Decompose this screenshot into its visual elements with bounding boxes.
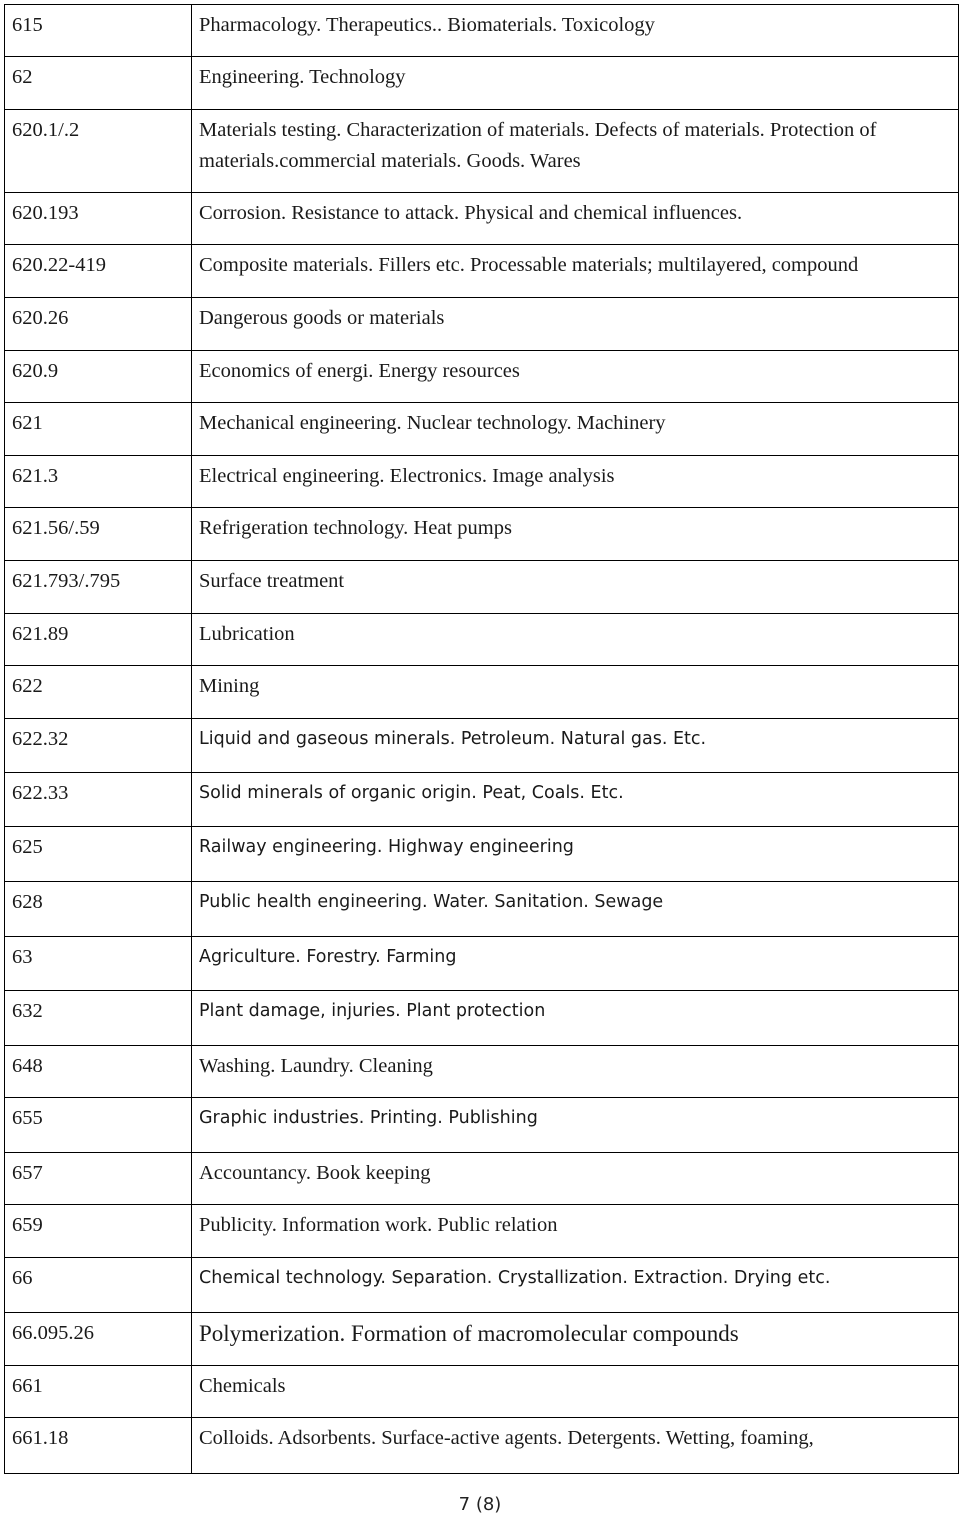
class-description-cell: Railway engineering. Highway engineering [192, 827, 959, 882]
table-row [5, 1418, 959, 1474]
class-code-cell: 648 [5, 1046, 192, 1098]
class-code-cell: 621.56/.59 [5, 508, 192, 561]
class-description-cell: Dangerous goods or materials [192, 298, 959, 351]
class-description-cell: Graphic industries. Printing. Publishing [192, 1098, 959, 1153]
class-description-cell: Mechanical engineering. Nuclear technology. Machinery [192, 403, 959, 456]
class-description-cell: Surface treatment [192, 561, 959, 614]
class-description-cell: Public health engineering. Water. Sanitation. Sewage [192, 882, 959, 937]
table-row [5, 882, 959, 937]
table-row [5, 403, 959, 456]
table-row [5, 666, 959, 719]
table-row [5, 351, 959, 403]
class-description-cell: Composite materials. Fillers etc. Processable materials; multilayered, compound [192, 245, 959, 298]
class-description-cell: Pharmacology. Therapeutics.. Biomaterials. Toxicology [192, 5, 959, 57]
class-code-cell: 621.3 [5, 456, 192, 508]
table-row [5, 508, 959, 561]
class-code-cell: 625 [5, 827, 192, 882]
class-description-cell: Colloids. Adsorbents. Surface-active agents. Detergents. Wetting, foaming, [192, 1418, 959, 1474]
class-description-cell: Engineering. Technology [192, 57, 959, 110]
class-description-cell: Publicity. Information work. Public relation [192, 1205, 959, 1258]
table-row [5, 773, 959, 827]
class-description-cell: Refrigeration technology. Heat pumps [192, 508, 959, 561]
class-code-cell: 661.18 [5, 1418, 192, 1474]
class-code-cell: 621.793/.795 [5, 561, 192, 614]
classification-table-body [5, 5, 959, 1474]
class-description-cell: Washing. Laundry. Cleaning [192, 1046, 959, 1098]
class-code-cell: 622 [5, 666, 192, 719]
class-description-cell: Solid minerals of organic origin. Peat, Coals. Etc. [192, 773, 959, 827]
table-row [5, 614, 959, 666]
table-row [5, 1098, 959, 1153]
table-row [5, 991, 959, 1046]
page-number: 7 (8) [458, 1494, 502, 1515]
table-row [5, 561, 959, 614]
table-row [5, 827, 959, 882]
class-description-cell: Liquid and gaseous minerals. Petroleum. Natural gas. Etc. [192, 719, 959, 773]
class-code-cell: 620.9 [5, 351, 192, 403]
table-row [5, 193, 959, 245]
table-row [5, 245, 959, 298]
class-code-cell: 655 [5, 1098, 192, 1153]
table-row [5, 1366, 959, 1418]
class-code-cell: 615 [5, 5, 192, 57]
class-description-cell: Corrosion. Resistance to attack. Physical and chemical influences. [192, 193, 959, 245]
class-description-cell: Lubrication [192, 614, 959, 666]
class-code-cell: 66 [5, 1258, 192, 1313]
class-code-cell: 661 [5, 1366, 192, 1418]
class-code-cell: 632 [5, 991, 192, 1046]
class-code-cell: 659 [5, 1205, 192, 1258]
class-description-cell: Mining [192, 666, 959, 719]
class-code-cell: 620.193 [5, 193, 192, 245]
table-row [5, 1153, 959, 1205]
table-row [5, 1046, 959, 1098]
table-row [5, 456, 959, 508]
table-row [5, 57, 959, 110]
table-row [5, 937, 959, 991]
class-code-cell: 62 [5, 57, 192, 110]
class-description-cell: Agriculture. Forestry. Farming [192, 937, 959, 991]
classification-table [4, 4, 959, 1474]
table-row [5, 1313, 959, 1366]
table-row [5, 1205, 959, 1258]
class-code-cell: 66.095.26 [5, 1313, 192, 1366]
table-row [5, 1258, 959, 1313]
class-code-cell: 621.89 [5, 614, 192, 666]
class-description-cell: Electrical engineering. Electronics. Image analysis [192, 456, 959, 508]
class-code-cell: 657 [5, 1153, 192, 1205]
class-description-cell: Chemical technology. Separation. Crystallization. Extraction. Drying etc. [192, 1258, 959, 1313]
table-row [5, 110, 959, 193]
class-description-cell: Economics of energi. Energy resources [192, 351, 959, 403]
class-description-cell: Materials testing. Characterization of materials. Defects of materials. Protection of materials.commercial materials. Goods. Wares [192, 110, 959, 193]
class-description-cell: Chemicals [192, 1366, 959, 1418]
class-code-cell: 620.26 [5, 298, 192, 351]
table-row [5, 5, 959, 57]
table-row [5, 298, 959, 351]
class-code-cell: 622.33 [5, 773, 192, 827]
class-description-cell: Polymerization. Formation of macromolecular compounds [192, 1313, 959, 1366]
class-code-cell: 622.32 [5, 719, 192, 773]
class-code-cell: 628 [5, 882, 192, 937]
class-code-cell: 63 [5, 937, 192, 991]
class-description-cell: Accountancy. Book keeping [192, 1153, 959, 1205]
class-code-cell: 620.1/.2 [5, 110, 192, 193]
table-row [5, 719, 959, 773]
class-code-cell: 621 [5, 403, 192, 456]
class-description-cell: Plant damage, injuries. Plant protection [192, 991, 959, 1046]
class-code-cell: 620.22-419 [5, 245, 192, 298]
